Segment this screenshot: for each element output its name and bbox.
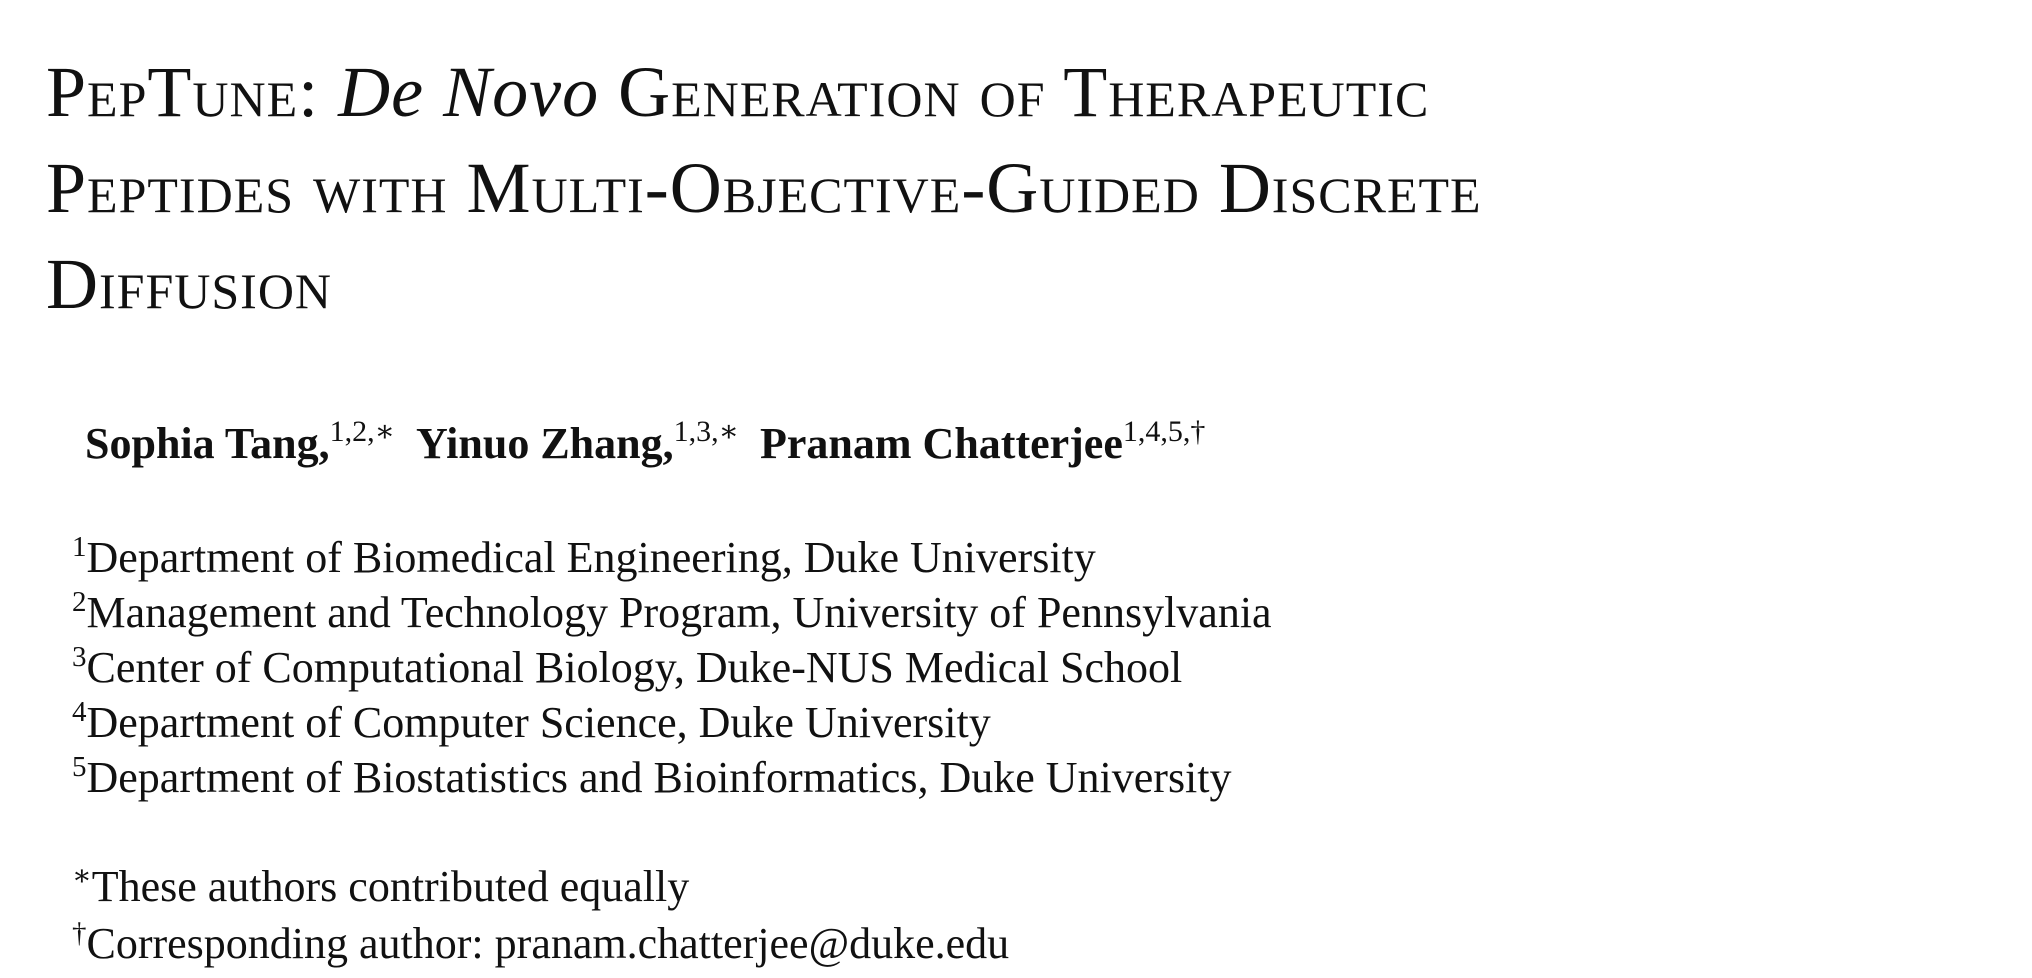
title-line-2: Peptides with Multi-Objective-Guided Discrete [46, 148, 1482, 228]
title-italic-phrase: De Novo [338, 52, 600, 132]
affiliation-number: 2 [72, 586, 87, 618]
author-name: Yinuo Zhang, [416, 419, 674, 468]
affiliation-text: Management and Technology Program, University of Pennsylvania [86, 588, 1272, 637]
paper-title [46, 44, 2006, 332]
author-notes [72, 858, 1009, 972]
author-affiliation-marks: 1,3,∗ [673, 415, 740, 448]
author-affiliation-marks: 1,2,∗ [329, 415, 396, 448]
affiliation-list [72, 530, 1272, 805]
note-text: Corresponding author: pranam.chatterjee@duke.edu [86, 919, 1010, 968]
affiliation-text: Department of Computer Science, Duke University [86, 698, 991, 747]
note-symbol: ∗ [72, 860, 92, 892]
affiliation-text: Department of Biostatistics and Bioinformatics, Duke University [86, 753, 1232, 802]
affiliation-text: Center of Computational Biology, Duke-NUS Medical School [86, 643, 1183, 692]
title-line-1 [46, 44, 2006, 140]
corresponding-author-note [72, 915, 1009, 972]
affiliation-item [72, 750, 1272, 805]
title-model-name: PepTune: [46, 52, 320, 132]
affiliation-item [72, 530, 1272, 585]
title-line-3: Diffusion [46, 244, 333, 324]
affiliation-text: Department of Biomedical Engineering, Duke University [86, 533, 1096, 582]
note-text: These authors contributed equally [91, 862, 690, 911]
author-affiliation-marks: 1,4,5,† [1122, 415, 1206, 448]
author-list [85, 415, 1215, 469]
affiliation-item [72, 640, 1272, 695]
author-name: Pranam Chatterjee [760, 419, 1123, 468]
equal-contribution-note [72, 858, 1009, 915]
affiliation-item [72, 695, 1272, 750]
author-name: Sophia Tang, [85, 419, 330, 468]
affiliation-number: 1 [72, 531, 87, 563]
title-line-1-rest: Generation of Therapeutic [618, 52, 1430, 132]
affiliation-number: 4 [72, 696, 87, 728]
affiliation-number: 3 [72, 641, 87, 673]
note-symbol: † [72, 917, 87, 949]
affiliation-item [72, 585, 1272, 640]
affiliation-number: 5 [72, 751, 87, 783]
